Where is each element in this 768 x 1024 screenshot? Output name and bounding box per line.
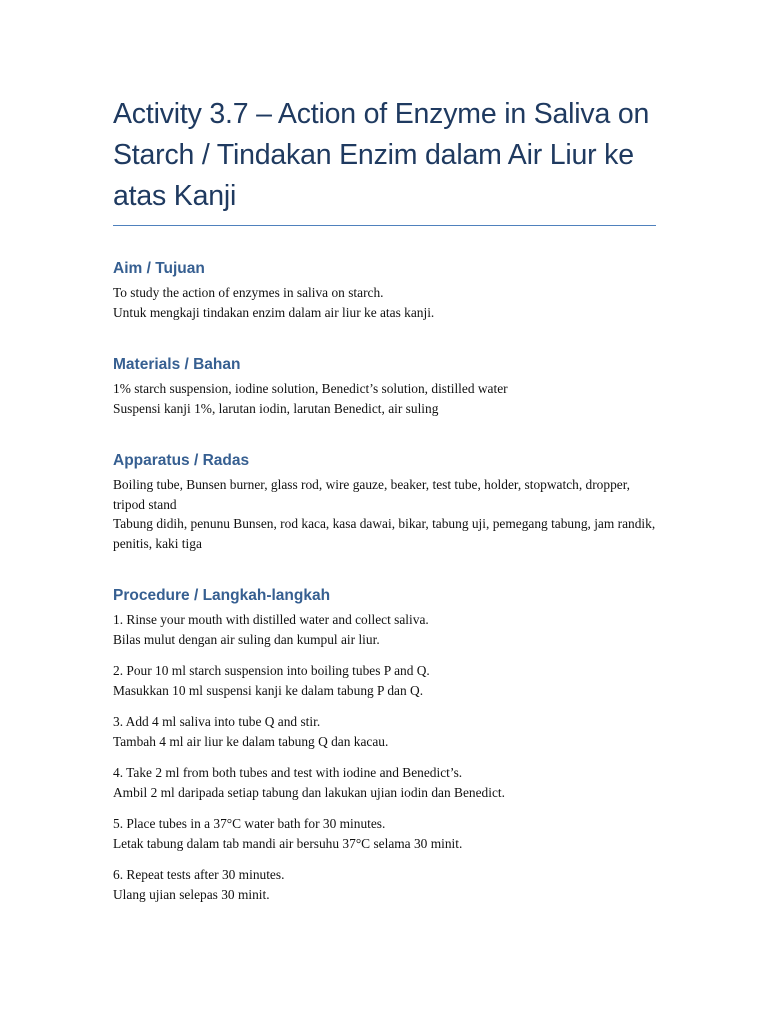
document-page — [113, 94, 656, 916]
step-line-malay: Bilas mulut dengan air suling dan kumpul air liur. — [113, 631, 380, 647]
section-aim — [113, 258, 656, 322]
step-line-english: 6. Repeat tests after 30 minutes. — [113, 867, 285, 882]
section-heading-materials: Materials / Bahan — [113, 356, 241, 373]
section-apparatus — [113, 450, 656, 553]
materials-line-english: 1% starch suspension, iodine solution, Benedict’s solution, distilled water — [113, 381, 508, 396]
section-heading-procedure: Procedure / Langkah-langkah — [113, 587, 331, 604]
procedure-step — [113, 610, 656, 649]
section-materials — [113, 354, 656, 418]
procedure-step — [113, 712, 656, 751]
section-procedure — [113, 585, 656, 904]
apparatus-line-english: Boiling tube, Bunsen burner, glass rod, wire gauze, beaker, test tube, holder, stopwatch, dropper, tripod stand — [113, 477, 630, 512]
section-heading-apparatus: Apparatus / Radas — [113, 452, 250, 469]
step-line-english: 1. Rinse your mouth with distilled water and collect saliva. — [113, 612, 429, 627]
step-line-malay: Letak tabung dalam tab mandi air bersuhu 37°C selama 30 minit. — [113, 835, 463, 851]
procedure-step — [113, 763, 656, 802]
procedure-steps — [113, 610, 656, 904]
section-body-apparatus — [113, 475, 656, 553]
step-line-english: 4. Take 2 ml from both tubes and test with iodine and Benedict’s. — [113, 765, 463, 780]
page-title: Activity 3.7 – Action of Enzyme in Saliva on Starch / Tindakan Enzim dalam Air Liur ke atas Kanji — [113, 98, 650, 212]
step-line-malay: Tambah 4 ml air liur ke dalam tabung Q dan kacau. — [113, 733, 389, 749]
step-line-malay: Ambil 2 ml daripada setiap tabung dan lakukan ujian iodin dan Benedict. — [113, 784, 505, 800]
step-line-malay: Masukkan 10 ml suspensi kanji ke dalam tabung P dan Q. — [113, 682, 424, 698]
step-line-english: 2. Pour 10 ml starch suspension into boiling tubes P and Q. — [113, 663, 430, 678]
procedure-step — [113, 865, 656, 904]
section-body-aim — [113, 283, 656, 322]
section-body-materials — [113, 379, 656, 418]
step-line-english: 5. Place tubes in a 37°C water bath for 30 minutes. — [113, 816, 386, 831]
aim-line-malay: Untuk mengkaji tindakan enzim dalam air liur ke atas kanji. — [113, 304, 435, 320]
materials-line-malay: Suspensi kanji 1%, larutan iodin, larutan Benedict, air suling — [113, 400, 439, 416]
step-line-malay: Ulang ujian selepas 30 minit. — [113, 886, 270, 902]
apparatus-line-malay: Tabung didih, penunu Bunsen, rod kaca, kasa dawai, bikar, tabung uji, pemegang tabung, jam randik, penitis, kaki tiga — [113, 516, 656, 551]
title-underline — [113, 225, 656, 226]
aim-line-english: To study the action of enzymes in saliva on starch. — [113, 285, 384, 300]
step-line-english: 3. Add 4 ml saliva into tube Q and stir. — [113, 714, 321, 729]
section-heading-aim: Aim / Tujuan — [113, 260, 205, 277]
procedure-step — [113, 661, 656, 700]
procedure-step — [113, 814, 656, 853]
